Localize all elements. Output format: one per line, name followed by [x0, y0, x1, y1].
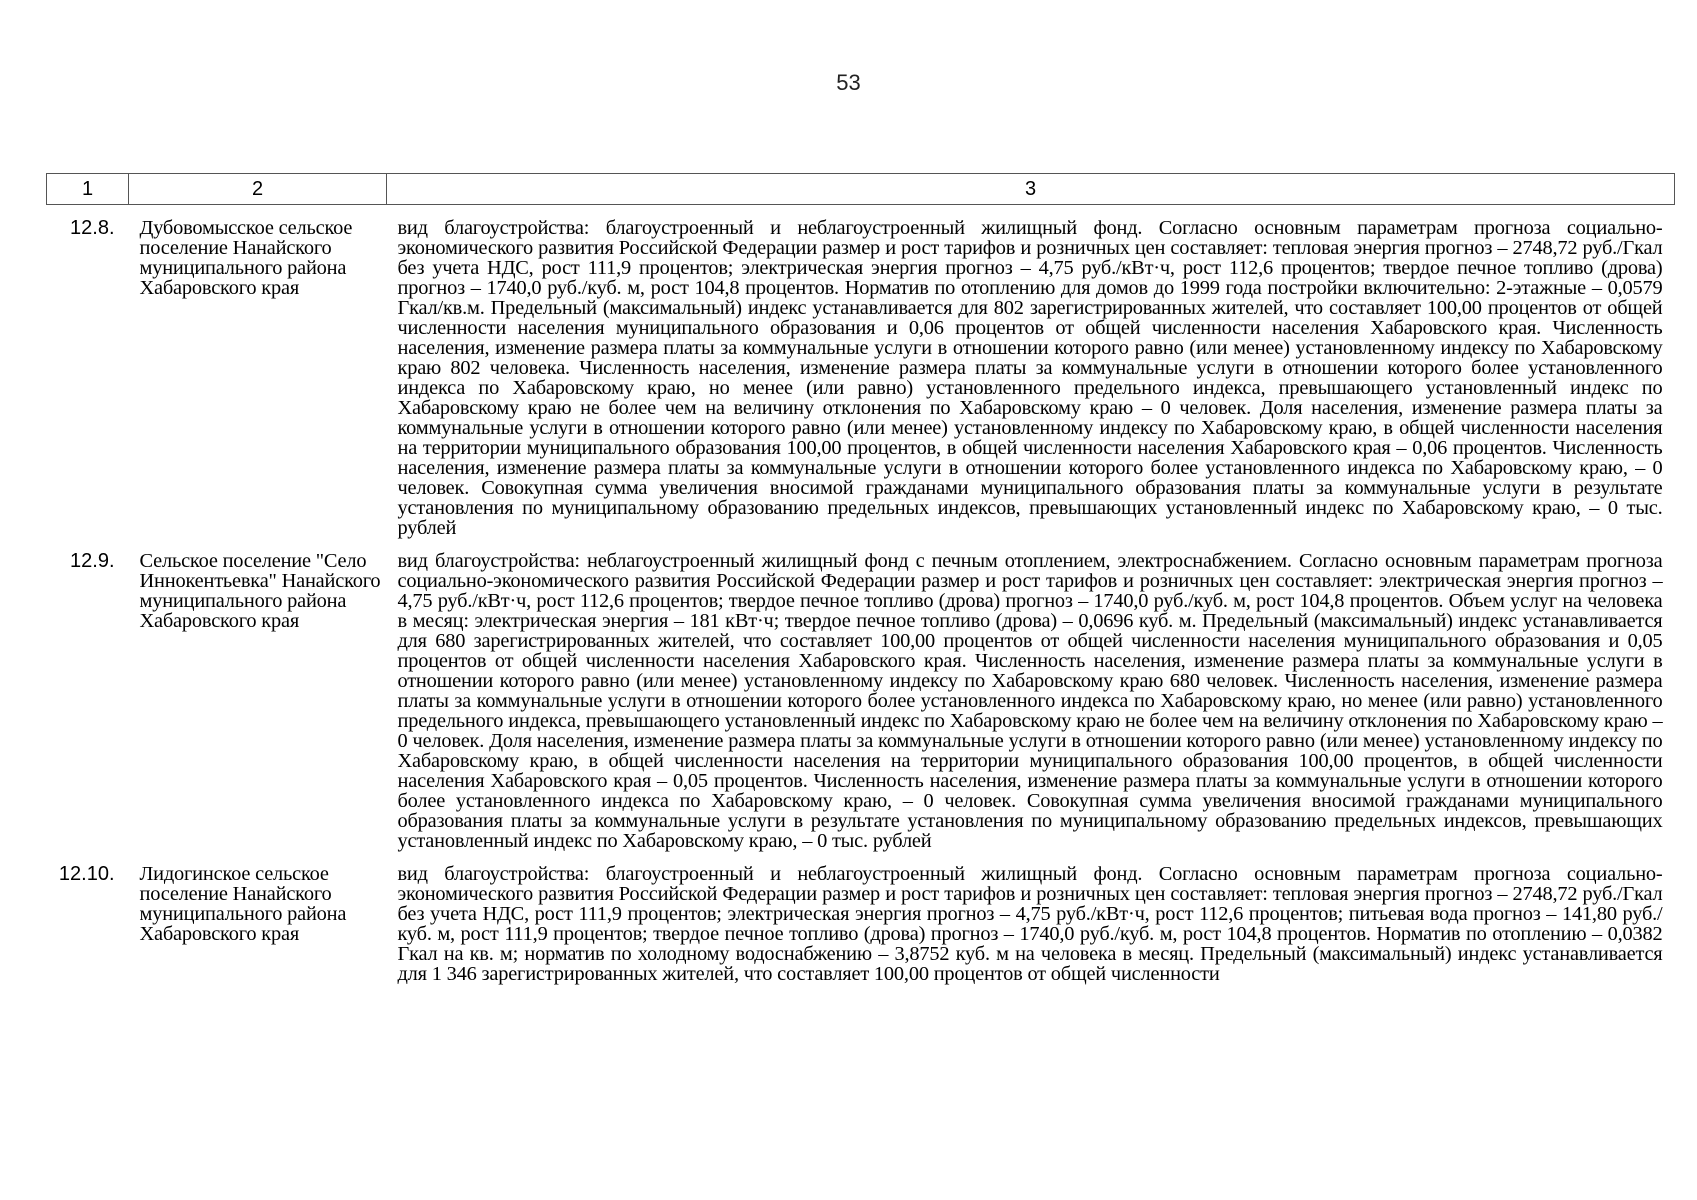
municipality-name: Сельское поселение "Село Иннокентьевка" Нанайского муниципального района Хабаровского края [139, 550, 381, 632]
municipality-name: Дубовомысское сельское поселение Нанайского муниципального района Хабаровского края [139, 217, 353, 299]
table-row [47, 538, 1675, 851]
column-header-2: 2 [129, 174, 387, 205]
row-description: вид благоустройства: неблагоустроенный жилищный фонд с печным отоплением, электроснабжением. Согласно основным параметрам прогноза социально-экономического развития Российской Федерации размер и рост тарифов и розничных цен составляет: электрическая энергия прогноз – 4,75 руб./кВт·ч, рост 112,6 процентов; твердое печное топливо (дрова) прогноз – 1740,0 руб./куб. м, рост 104,8 процентов. Объем услуг на человека в месяц: электрическая энергия – 181 кВт·ч; твердое печное топливо (дрова) – 0,0696 куб. м. Предельный (максимальный) индекс устанавливается для 680 зарегистрированных жителей, что составляет 100,00 процентов от общей численности населения муниципального образования и 0,05 процентов от общей численности населения Хабаровского края. Численность населения, изменение размера платы за коммунальные услуги в отношении которого равно (или менее) установленному индексу по Хабаровскому краю 680 человек. Численность населения, изменение размера платы за коммунальные услуги в отношении которого более установленного индекса по Хабаровскому краю, но менее (или равно) установленного предельного индекса, превышающего установленный индекс по Хабаровскому краю не более чем на величину отклонения по Хабаровскому краю – 0 человек. Доля населения, изменение размера платы за коммунальные услуги в отношении которого равно (или менее) установленному индексу по Хабаровскому краю, в общей численности населения на территории муниципального образования 100,00 процентов, в общей численности населения Хабаровского края – 0,05 процентов. Численность населения, изменение размера платы за коммунальные услуги в отношении которого более установленного индекса по Хабаровскому краю, – 0 человек. Совокупная сумма увеличения вносимой гражданами муниципального образования платы за коммунальные услуги в результате установления по муниципальному образованию предельных индексов, превышающих установленный индекс по Хабаровскому краю, – 0 тыс. рублей [397, 550, 1663, 852]
municipal-index-table [46, 173, 1675, 984]
municipality-name: Лидогинское сельское поселение Нанайского муниципального района Хабаровского края [139, 863, 347, 945]
column-number-header-row [47, 174, 1675, 205]
page-number: 53 [836, 70, 861, 95]
column-header-1: 1 [47, 174, 129, 205]
table-row [47, 205, 1675, 539]
row-description: вид благоустройства: благоустроенный и неблагоустроенный жилищный фонд. Согласно основным параметрам прогноза социально-экономического развития Российской Федерации размер и рост тарифов и розничных цен составляет: тепловая энергия прогноз – 2748,72 руб./Гкал без учета НДС, рост 111,9 процентов; электрическая энергия прогноз – 4,75 руб./кВт·ч, рост 112,6 процентов; питьевая вода прогноз – 141,80 руб./куб. м, рост 111,9 процентов; твердое печное топливо (дрова) прогноз – 1740,0 руб./куб. м, рост 104,8 процентов. Норматив по отоплению – 0,0382 Гкал на кв. м; норматив по холодному водоснабжению – 3,8752 куб. м на человека в месяц. Предельный (максимальный) индекс устанавливается для 1 346 зарегистрированных жителей, что составляет 100,00 процентов от общей численности [397, 863, 1663, 985]
row-description: вид благоустройства: благоустроенный и неблагоустроенный жилищный фонд. Согласно основным параметрам прогноза социально-экономического развития Российской Федерации размер и рост тарифов и розничных цен составляет: тепловая энергия прогноз – 2748,72 руб./Гкал без учета НДС, рост 111,9 процентов; электрическая энергия прогноз – 4,75 руб./кВт·ч, рост 112,6 процентов; твердое печное топливо (дрова) прогноз – 1740,0 руб./куб. м, рост 104,8 процентов. Норматив по отоплению для домов до 1999 года постройки включительно: 2-этажные – 0,0579 Гкал/кв.м. Предельный (максимальный) индекс устанавливается для 802 зарегистрированных жителей, что составляет 100,00 процентов от общей численности населения муниципального образования и 0,06 процентов от общей численности населения Хабаровского края. Численность населения, изменение размера платы за коммунальные услуги в отношении которого равно (или менее) установленному индексу по Хабаровскому краю 802 человека. Численность населения, изменение размера платы за коммунальные услуги в отношении которого более установленного индекса по Хабаровскому краю, но менее (или равно) установленного предельного индекса, превышающего установленный индекс по Хабаровскому краю не более чем на величину отклонения по Хабаровскому краю – 0 человек. Доля населения, изменение размера платы за коммунальные услуги в отношении которого равно (или менее) установленному индексу по Хабаровскому краю, в общей численности населения на территории муниципального образования 100,00 процентов, в общей численности населения Хабаровского края – 0,06 процентов. Численность населения, изменение размера платы за коммунальные услуги в отношении которого более установленного индекса по Хабаровскому краю, – 0 человек. Совокупная сумма увеличения вносимой гражданами муниципального образования платы за коммунальные услуги в результате установления по муниципальному образованию предельных индексов, превышающих установленный индекс по Хабаровскому краю, – 0 тыс. рублей [397, 217, 1663, 539]
column-header-3: 3 [387, 174, 1675, 205]
table-row [47, 851, 1675, 984]
row-number: 12.9. [70, 550, 115, 572]
row-number: 12.10. [58, 863, 115, 885]
row-number: 12.8. [70, 217, 115, 239]
